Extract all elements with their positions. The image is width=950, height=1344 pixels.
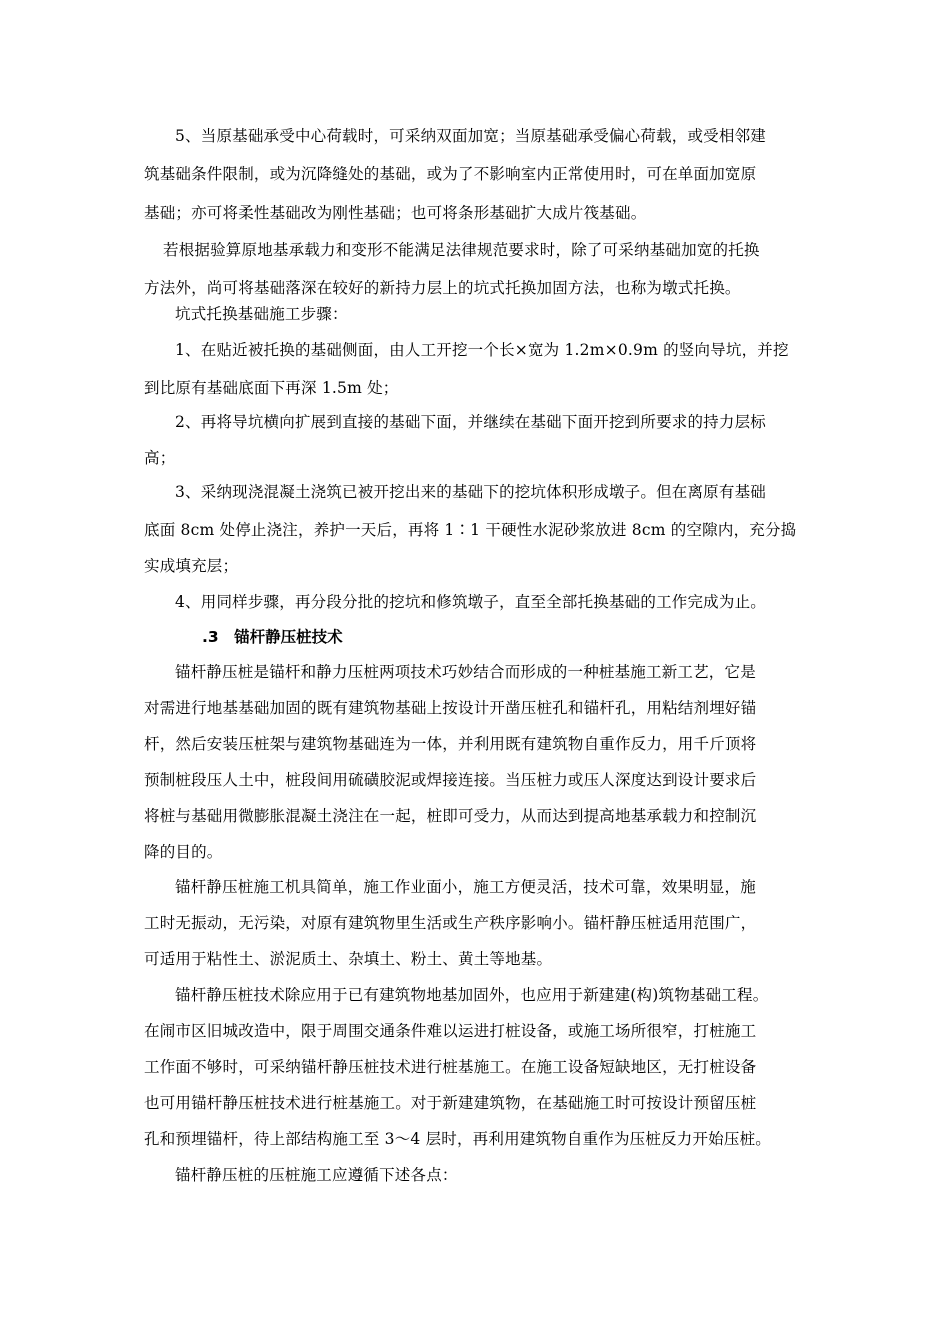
paragraph-line: 方法外，尚可将基础落深在较好的新持力层上的坑式托换加固方法，也称为墩式托换。 [144, 279, 741, 297]
paragraph-line: 2、再将导坑横向扩展到直接的基础下面，并继续在基础下面开挖到所要求的持力层标 [175, 413, 766, 431]
paragraph-line: 5、当原基础承受中心荷载时，可采纳双面加宽；当原基础承受偏心荷载，或受相邻建 [175, 127, 766, 145]
section-heading: .3 锚杆静压桩技术 [202, 628, 343, 646]
paragraph-line: 基础；亦可将柔性基础改为刚性基础；也可将条形基础扩大成片筏基础。 [144, 204, 647, 222]
paragraph-line: 工时无振动，无污染，对原有建筑物里生活或生产秩序影响小。锚杆静压桩适用范围广， [144, 914, 757, 932]
paragraph-line: 预制桩段压人土中，桩段间用硫磺胶泥或焊接连接。当压桩力或压人深度达到设计要求后 [144, 771, 757, 789]
paragraph-line: 4、用同样步骤，再分段分批的挖坑和修筑墩子，直至全部托换基础的工作完成为止。 [175, 593, 766, 611]
paragraph-line: 锚杆静压桩的压桩施工应遵循下述各点： [175, 1166, 458, 1184]
paragraph-line: 筑基础条件限制，或为沉降缝处的基础，或为了不影响室内正常使用时，可在单面加宽原 [144, 165, 757, 183]
paragraph-line: 高； [144, 449, 176, 467]
paragraph-line: 坑式托换基础施工步骤： [175, 305, 348, 323]
paragraph-line: 1、在贴近被托换的基础侧面，由人工开挖一个长×宽为 1.2m×0.9m 的竖向导坑，并挖 [175, 341, 789, 359]
paragraph-line: 降的目的。 [144, 843, 223, 861]
paragraph-line: 实成填充层； [144, 557, 239, 575]
paragraph-line: 孔和预埋锚杆，待上部结构施工至 3～4 层时，再利用建筑物自重作为压桩反力开始压桩。 [144, 1130, 771, 1148]
paragraph-line: 锚杆静压桩是锚杆和静力压桩两项技术巧妙结合而形成的一种桩基施工新工艺，它是 [175, 663, 756, 681]
paragraph-line: 将桩与基础用微膨胀混凝土浇注在一起，桩即可受力，从而达到提高地基承载力和控制沉 [144, 807, 757, 825]
paragraph-line: 3、采纳现浇混凝土浇筑已被开挖出来的基础下的挖坑体积形成墩子。但在离原有基础 [175, 483, 766, 501]
paragraph-line: 底面 8cm 处停止浇注，养护一天后，再将 1∶1 干硬性水泥砂浆放进 8cm 的空隙内，充分捣 [144, 521, 797, 539]
paragraph-line: 对需进行地基基础加固的既有建筑物基础上按设计开凿压桩孔和锚杆孔，用粘结剂埋好锚 [144, 699, 757, 717]
paragraph-line: 若根据验算原地基承载力和变形不能满足法律规范要求时，除了可采纳基础加宽的托换 [163, 241, 760, 259]
paragraph-line: 工作面不够时，可采纳锚杆静压桩技术进行桩基施工。在施工设备短缺地区，无打桩设备 [144, 1058, 757, 1076]
paragraph-line: 可适用于粘性土、淤泥质土、杂填土、粉土、黄土等地基。 [144, 950, 553, 968]
paragraph-line: 杆，然后安装压桩架与建筑物基础连为一体，并利用既有建筑物自重作反力，用千斤顶将 [144, 735, 757, 753]
paragraph-line: 在闹市区旧城改造中，限于周围交通条件难以运进打桩设备，或施工场所很窄，打桩施工 [144, 1022, 757, 1040]
paragraph-line: 锚杆静压桩技术除应用于已有建筑物地基加固外，也应用于新建建(构)筑物基础工程。 [175, 986, 769, 1004]
paragraph-line: 也可用锚杆静压桩技术进行桩基施工。对于新建建筑物，在基础施工时可按设计预留压桩 [144, 1094, 757, 1112]
paragraph-line: 锚杆静压桩施工机具简单，施工作业面小，施工方便灵活，技术可靠，效果明显，施 [175, 878, 756, 896]
paragraph-line: 到比原有基础底面下再深 1.5m 处； [144, 379, 399, 397]
